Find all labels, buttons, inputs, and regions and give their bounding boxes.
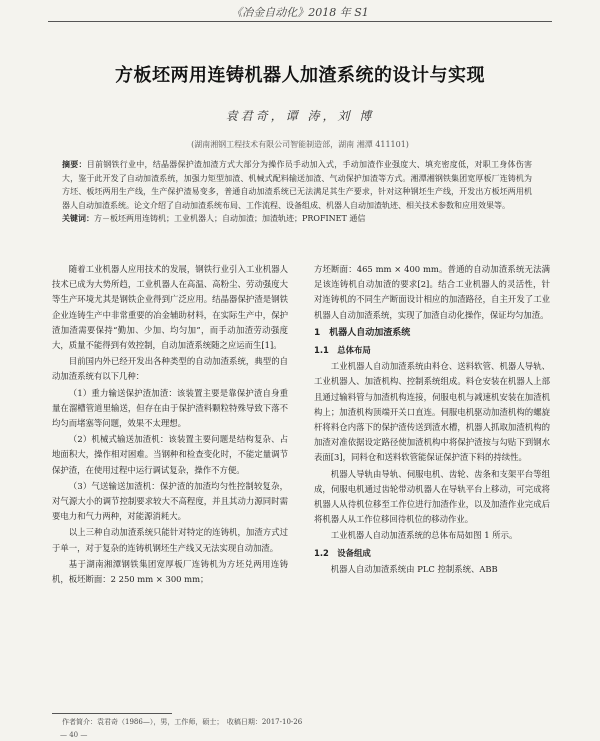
- right-column: [314, 262, 550, 578]
- body-paragraph: 随着工业机器人应用技术的发展，钢铁行业引入工业机器人技术已成为大势所趋，工业机器人在高温、高粉尘、劳动强度大等生产环境尤其是钢铁企业得到广泛应用。结晶器保护渣是钢铁企业连铸生产中非常重要的冶金辅助材料，在实际生产中，保护渣加渣需要保持“勤加、少加、均匀加”，而手动加渣劳动强度大，质量不能得到有效控制，自动加渣系统随之应运而生[1]。: [52, 264, 288, 351]
- section-heading: 1 机器人自动加渣系统: [314, 327, 411, 338]
- body-paragraph: （3）气送输送加渣机：保护渣的加渣均匀性控制较复杂，对气源大小的调节控制要求较大不高程度，并且其动力源同时需要电力和气力两种，对能源消耗大。: [52, 480, 288, 522]
- abstract-paragraph: [62, 158, 532, 212]
- abstract-text: 目前钢铁行业中，结晶器保护渣加渣方式大部分为操作员手动加入式，手动加渣作业强度大、填充密度低，对职工身体伤害大，鉴于此开发了自动加渣系统，加强力矩型加渣、机械式配料输送加渣、气动保护加渣等方式。湘潭湘钢铁集团宽厚板厂连铸机为方坯、板坯两用生产线，生产保护渣易变多，普通自动加渣系统已无法满足其生产要求，针对这种钢坯生产线，开发出方板坯两用机器人自动加渣系统。论文介绍了自动加渣系统布局、工作流程、设备组成、机器人自动加渣轨迹、相关技术参数和应用效果等。: [62, 160, 532, 210]
- keywords-label: 关键词：: [62, 213, 94, 224]
- left-column: [52, 262, 288, 588]
- page-number: — 40 —: [60, 731, 88, 739]
- author-footnote: 作者简介：袁君奇（1986—），男，工作师，硕士； 收稿日期：2017-10-26: [62, 718, 303, 726]
- header-rule: [48, 21, 552, 22]
- body-paragraph: （1）重力输送保护渣加渣：该装置主要是靠保护渣自身重量在溜槽管道里输送，但存在由于保护渣料颗粒特殊导致下落不均匀而堵塞等问题，效果不太理想。: [52, 387, 288, 429]
- abstract-label: 摘要：: [62, 159, 87, 169]
- body-paragraph: 机器人导轨由导轨、伺服电机、齿轮、齿条和支架平台等组成，伺服电机通过齿轮带动机器人在导轨平台上移动，可完成将机器人从待机位移至工作位进行加渣作业，以及加渣作业完成后将机器人从工作位移回待机位的移动作业。: [314, 468, 550, 525]
- abstract-block: [62, 158, 532, 226]
- body-paragraph: （2）机械式输送加渣机：该装置主要问题是结构复杂、占地面积大，操作相对困难。当钢种和检查变化时，不能定量调节保护渣，在使用过程中运行调试复杂，操作不方便。: [52, 434, 288, 475]
- body-paragraph: 以上三种自动加渣系统只能针对特定的连铸机，加渣方式过于单一，对于复杂的连铸机钢坯生产线又无法实现自动加渣。: [52, 527, 288, 553]
- body-paragraph: 目前国内外已经开发出各种类型的自动加渣系统，典型的自动加渣系统有以下几种：: [52, 356, 288, 382]
- subsection-heading: 1.2 设备组成: [314, 547, 371, 558]
- paper-title: 方板坯两用连铸机器人加渣系统的设计与实现: [115, 65, 485, 86]
- paper-affiliation: (湖南湘钢工程技术有限公司智能制造部，湖南 湘潭 411101): [191, 140, 409, 149]
- keywords-paragraph: [62, 212, 532, 226]
- body-columns: [52, 262, 550, 702]
- body-paragraph: 工业机器人自动加渣系统由料仓、送料软管、机器人导轨、工业机器人、加渣机构、控制系统组成。料仓安装在机器人上部且通过输料管与加渣机构连接，伺服电机与减速机安装在加渣机构上；加渣机构顶端开关口直连。伺服电机驱动加渣机构的螺旋杆将料仓内落下的保护渣传送到渣水槽，机器人抓取加渣机构的加渣对准依据设定路径使加渣机构中将保护渣按与勾贴下到钢水表面[3]，同料仓和送料软管能保证保护渣下料的持续性。: [314, 361, 550, 463]
- journal-header: 《冶金自动化》2018 年 S1: [231, 6, 369, 19]
- body-paragraph: 基于湖南湘潭钢铁集团宽厚板厂连铸机为方坯兑两用连铸机，板坯断面：2 250 mm × 300 mm；: [52, 558, 288, 585]
- footnote-rule: [52, 713, 172, 714]
- body-paragraph: 机器人自动加渣系统由 PLC 控制系统、ABB: [330, 563, 498, 574]
- paper-authors: 袁君奇，谭 涛，刘 博: [225, 109, 375, 123]
- body-paragraph: 方坯断面：465 mm × 400 mm。普通的自动加渣系统无法满足该连铸机自动加渣的要求[2]。结合工业机器人的灵活性，针对连铸机的不同生产断面设计相应的加渣路径，自主开发了工业机器人自动加渣系统，实现了加渣自动化操作，保证均匀加渣。: [314, 264, 550, 320]
- subsection-heading: 1.1 总体布局: [314, 345, 371, 356]
- keywords-text: 方－板坯两用连铸机；工业机器人；自动加渣；加渣轨迹；PROFINET 通信: [94, 214, 366, 224]
- body-paragraph: 工业机器人自动加渣系统的总体布局如图 1 所示。: [330, 530, 518, 541]
